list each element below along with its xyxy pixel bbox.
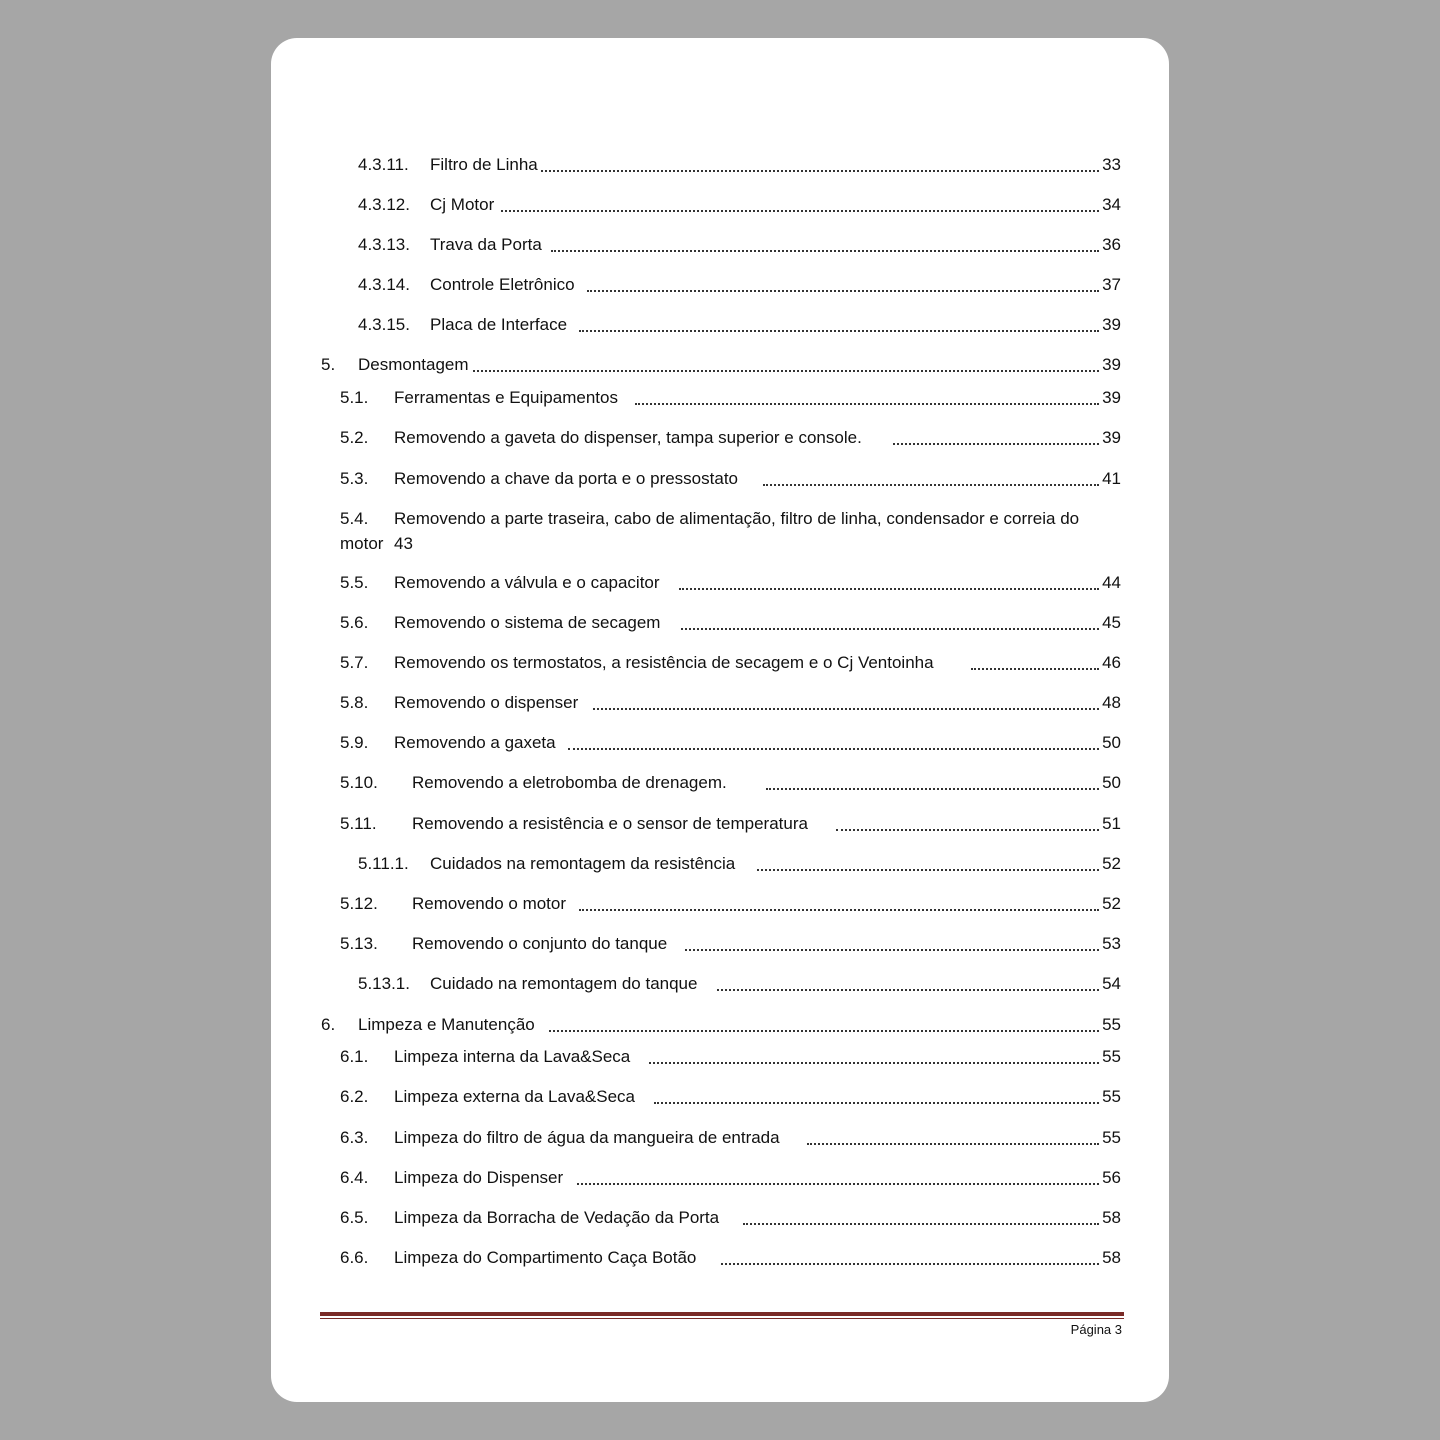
toc-number: 5.4. [340, 509, 369, 528]
toc-leader [721, 1263, 1099, 1265]
toc-entry[interactable] [271, 385, 1169, 411]
toc-number: 5. [321, 355, 336, 374]
toc-number: 4.3.15. [358, 315, 410, 334]
toc-entry[interactable] [271, 610, 1169, 636]
toc-entry[interactable] [271, 811, 1169, 837]
toc-leader [579, 909, 1099, 911]
toc-page-number: 41 [1099, 466, 1121, 492]
toc-entry[interactable] [271, 1044, 1169, 1070]
toc-leader [766, 788, 1099, 790]
toc-entry[interactable] [271, 891, 1169, 917]
toc-title: Limpeza do filtro de água da mangueira de entrada [394, 1125, 783, 1151]
toc-page-number: 50 [1099, 730, 1121, 756]
toc-leader [469, 370, 1099, 372]
toc-leader [654, 1102, 1099, 1104]
toc-title: Limpeza da Borracha de Vedação da Porta [394, 1205, 722, 1231]
toc-page-number: 39 [1099, 352, 1121, 378]
toc-title: Limpeza e Manutenção [358, 1012, 538, 1038]
toc-entry[interactable] [271, 425, 1169, 451]
toc-number: 5.12. [340, 894, 378, 913]
toc-page-number: 33 [1099, 152, 1121, 178]
toc-title: Removendo a gaxeta [394, 730, 559, 756]
toc-page-number: 46 [1099, 650, 1121, 676]
toc-title: Placa de Interface [430, 312, 570, 338]
toc-page-number: 34 [1099, 192, 1121, 218]
toc-page-number: 44 [1099, 570, 1121, 596]
toc-page-number: 48 [1099, 690, 1121, 716]
toc-title: Limpeza do Dispenser [394, 1165, 566, 1191]
toc-number: 6.2. [340, 1087, 369, 1106]
toc-number: 5.3. [340, 469, 369, 488]
toc-entry[interactable] [271, 1084, 1169, 1110]
toc-number: 6.4. [340, 1168, 369, 1187]
toc-number: 4.3.14. [358, 275, 410, 294]
toc-page-number: 37 [1099, 272, 1121, 298]
toc-entry[interactable] [271, 1205, 1169, 1231]
toc-page-number: 39 [1099, 312, 1121, 338]
toc-entry[interactable] [271, 1012, 1169, 1038]
toc-entry[interactable] [271, 352, 1169, 378]
toc-entry[interactable] [271, 152, 1169, 178]
toc-title: Cuidado na remontagem do tanque [430, 971, 700, 997]
toc-number: 5.13.1. [358, 974, 410, 993]
toc-page-number: 45 [1099, 610, 1121, 636]
toc-title: Removendo o dispenser [394, 690, 581, 716]
toc-entry[interactable] [271, 232, 1169, 258]
toc-number: 6.5. [340, 1208, 369, 1227]
toc-leader [501, 210, 1099, 212]
toc-number: 6.3. [340, 1128, 369, 1147]
toc-number: 5.13. [340, 934, 378, 953]
toc-number: 5.5. [340, 573, 369, 592]
toc-page-number: 54 [1099, 971, 1121, 997]
toc-entry[interactable] [271, 730, 1169, 756]
toc-leader [971, 668, 1099, 670]
toc-page-number: 39 [1099, 385, 1121, 411]
toc-page-number: 55 [1099, 1125, 1121, 1151]
toc-page-number: 56 [1099, 1165, 1121, 1191]
toc-title: Limpeza externa da Lava&Seca [394, 1084, 638, 1110]
toc-title: Removendo a eletrobomba de drenagem. [412, 770, 730, 796]
toc-leader [587, 290, 1099, 292]
toc-leader [577, 1183, 1099, 1185]
toc-number: 4.3.11. [358, 155, 409, 174]
toc-page-number: 58 [1099, 1245, 1121, 1271]
toc-entry[interactable] [271, 192, 1169, 218]
toc-leader [681, 628, 1099, 630]
toc-leader [717, 989, 1099, 991]
toc-entry[interactable] [271, 466, 1169, 492]
toc-entry[interactable] [271, 690, 1169, 716]
toc-number: 4.3.13. [358, 235, 410, 254]
toc-leader [551, 250, 1099, 252]
toc-entry[interactable] [271, 851, 1169, 877]
toc-title: Ferramentas e Equipamentos [394, 385, 621, 411]
toc-entry[interactable] [271, 650, 1169, 676]
toc-page-number: 55 [1099, 1044, 1121, 1070]
toc-leader [541, 170, 1099, 172]
toc-number: 6.6. [340, 1248, 369, 1267]
toc-page-number: 52 [1099, 851, 1121, 877]
toc-title: Filtro de Linha [430, 152, 541, 178]
toc-page-number: 43 [394, 534, 413, 553]
toc-title: Trava da Porta [430, 232, 545, 258]
toc-title: Removendo o motor [412, 891, 569, 917]
toc-leader [635, 403, 1099, 405]
toc-leader [836, 829, 1099, 831]
toc-page-number: 53 [1099, 931, 1121, 957]
toc-number: 6.1. [340, 1047, 369, 1066]
toc-title: Removendo o sistema de secagem [394, 610, 663, 636]
toc-leader [579, 330, 1099, 332]
table-of-contents [271, 38, 1169, 1338]
toc-page-number: 51 [1099, 811, 1121, 837]
toc-entry[interactable] [271, 1125, 1169, 1151]
document-page [271, 38, 1169, 1402]
toc-number: 4.3.12. [358, 195, 410, 214]
toc-entry[interactable] [271, 1245, 1169, 1271]
toc-leader [649, 1062, 1099, 1064]
toc-page-number: 55 [1099, 1012, 1121, 1038]
toc-title: Controle Eletrônico [430, 272, 578, 298]
toc-number: 5.8. [340, 693, 369, 712]
toc-entry[interactable] [271, 971, 1169, 997]
toc-entry[interactable] [271, 770, 1169, 796]
footer-rule-thin [320, 1318, 1124, 1319]
footer-rule [320, 1312, 1124, 1316]
toc-title: Removendo a gaveta do dispenser, tampa superior e console. [394, 425, 865, 451]
toc-title: Removendo a chave da porta e o pressostato [394, 466, 741, 492]
toc-leader [568, 748, 1099, 750]
toc-number: 5.2. [340, 428, 369, 447]
toc-leader [685, 949, 1099, 951]
toc-number: 5.11.1. [358, 854, 409, 873]
toc-number: 5.1. [340, 388, 369, 407]
toc-number: 5.6. [340, 613, 369, 632]
footer-page-label: Página 3 [1070, 1322, 1122, 1337]
toc-page-number: 58 [1099, 1205, 1121, 1231]
toc-title: Limpeza do Compartimento Caça Botão [394, 1245, 699, 1271]
toc-leader [679, 588, 1099, 590]
toc-leader [593, 708, 1099, 710]
toc-entry[interactable] [271, 506, 1169, 558]
toc-title: Cj Motor [430, 192, 497, 218]
toc-number: 5.9. [340, 733, 369, 752]
toc-entry[interactable] [271, 570, 1169, 596]
toc-title: Removendo a resistência e o sensor de temperatura [412, 811, 811, 837]
toc-title: Cuidados na remontagem da resistência [430, 851, 738, 877]
toc-page-number: 39 [1099, 425, 1121, 451]
toc-page-number: 52 [1099, 891, 1121, 917]
toc-leader [743, 1223, 1099, 1225]
toc-title: Limpeza interna da Lava&Seca [394, 1044, 633, 1070]
toc-leader [763, 484, 1099, 486]
toc-entry[interactable] [271, 272, 1169, 298]
toc-title: Removendo a parte traseira, cabo de alimentação, filtro de linha, condensador e correia do [394, 506, 1082, 531]
toc-page-number: 36 [1099, 232, 1121, 258]
toc-number: 5.10. [340, 773, 378, 792]
toc-leader [807, 1143, 1099, 1145]
toc-entry[interactable] [271, 312, 1169, 338]
toc-leader [549, 1030, 1099, 1032]
toc-entry[interactable] [271, 931, 1169, 957]
toc-number: 5.7. [340, 653, 369, 672]
toc-title: Removendo os termostatos, a resistência de secagem e o Cj Ventoinha [394, 650, 937, 676]
toc-number: 5.11. [340, 814, 377, 833]
toc-entry[interactable] [271, 1165, 1169, 1191]
toc-leader [757, 869, 1099, 871]
toc-title: Removendo o conjunto do tanque [412, 931, 670, 957]
toc-title: Removendo a válvula e o capacitor [394, 570, 663, 596]
toc-number: 6. [321, 1015, 336, 1034]
toc-title: Desmontagem [358, 352, 472, 378]
toc-page-number: 50 [1099, 770, 1121, 796]
toc-leader [893, 443, 1099, 445]
toc-title-continued: motor [340, 531, 386, 556]
toc-page-number: 55 [1099, 1084, 1121, 1110]
